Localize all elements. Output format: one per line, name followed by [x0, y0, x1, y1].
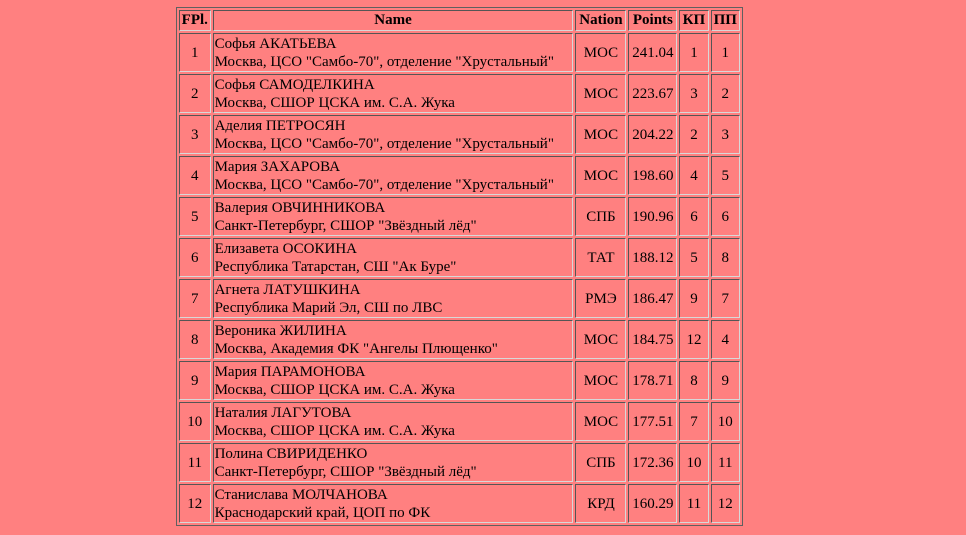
- athlete-name: Агнета ЛАТУШКИНА: [214, 281, 361, 298]
- free-skating-cell: 9: [711, 361, 740, 400]
- points-cell: 188.12: [628, 238, 677, 277]
- place-cell: 1: [179, 33, 211, 72]
- athlete-name: Мария ПАРАМОНОВА: [214, 363, 366, 380]
- points-cell: 186.47: [628, 279, 677, 318]
- short-program-cell: 6: [679, 197, 708, 236]
- athlete-name: Софья САМОДЕЛКИНА: [214, 76, 375, 93]
- table-row: [179, 443, 740, 482]
- place-cell: 11: [179, 443, 211, 482]
- results-body: [179, 33, 740, 523]
- table-row: [179, 238, 740, 277]
- nation-cell: СПБ: [575, 443, 626, 482]
- athlete-name: Наталия ЛАГУТОВА: [214, 404, 352, 421]
- place-cell: 12: [179, 484, 211, 523]
- nation-cell: КРД: [575, 484, 626, 523]
- athlete-club: Санкт-Петербург, СШОР "Звёздный лёд": [214, 217, 477, 234]
- athlete-name: Мария ЗАХАРОВА: [214, 158, 341, 175]
- athlete-name: Аделия ПЕТРОСЯН: [214, 117, 346, 134]
- short-program-cell: 7: [679, 402, 708, 441]
- points-cell: 241.04: [628, 33, 677, 72]
- table-row: [179, 115, 740, 154]
- nation-cell: МОС: [575, 402, 626, 441]
- free-skating-cell: 1: [711, 33, 740, 72]
- header-name: Name: [213, 10, 574, 31]
- short-program-cell: 1: [679, 33, 708, 72]
- free-skating-cell: 10: [711, 402, 740, 441]
- nation-cell: МОС: [575, 156, 626, 195]
- short-program-cell: 4: [679, 156, 708, 195]
- short-program-cell: 12: [679, 320, 708, 359]
- athlete-name: Елизавета ОСОКИНА: [214, 240, 358, 257]
- table-row: [179, 320, 740, 359]
- athlete-club: Москва, СШОР ЦСКА им. С.А. Жука: [214, 422, 455, 439]
- free-skating-cell: 8: [711, 238, 740, 277]
- short-program-cell: 3: [679, 74, 708, 113]
- place-cell: 2: [179, 74, 211, 113]
- free-skating-cell: 4: [711, 320, 740, 359]
- athlete-club: Республика Марий Эл, СШ по ЛВС: [214, 299, 443, 316]
- name-cell: [213, 33, 574, 72]
- place-cell: 7: [179, 279, 211, 318]
- header-place: FPl.: [179, 10, 211, 31]
- short-program-cell: 9: [679, 279, 708, 318]
- table-row: [179, 156, 740, 195]
- table-row: [179, 361, 740, 400]
- athlete-name: Валерия ОВЧИННИКОВА: [214, 199, 386, 216]
- athlete-club: Москва, СШОР ЦСКА им. С.А. Жука: [214, 94, 455, 111]
- nation-cell: ТАТ: [575, 238, 626, 277]
- short-program-cell: 8: [679, 361, 708, 400]
- nation-cell: МОС: [575, 33, 626, 72]
- name-cell: [213, 320, 574, 359]
- place-cell: 6: [179, 238, 211, 277]
- nation-cell: МОС: [575, 361, 626, 400]
- points-cell: 177.51: [628, 402, 677, 441]
- table-row: [179, 197, 740, 236]
- name-cell: [213, 197, 574, 236]
- place-cell: 8: [179, 320, 211, 359]
- athlete-club: Москва, СШОР ЦСКА им. С.А. Жука: [214, 381, 455, 398]
- athlete-name: Станислава МОЛЧАНОВА: [214, 486, 388, 503]
- athlete-name: Вероника ЖИЛИНА: [214, 322, 347, 339]
- table-row: [179, 279, 740, 318]
- header-free-skating: ПП: [711, 10, 740, 31]
- athlete-name: Полина СВИРИДЕНКО: [214, 445, 368, 462]
- athlete-club: Москва, Академия ФК "Ангелы Плющенко": [214, 340, 498, 357]
- nation-cell: СПБ: [575, 197, 626, 236]
- athlete-club: Республика Татарстан, СШ "Ак Буре": [214, 258, 457, 275]
- points-cell: 198.60: [628, 156, 677, 195]
- header-points: Points: [628, 10, 677, 31]
- place-cell: 10: [179, 402, 211, 441]
- points-cell: 190.96: [628, 197, 677, 236]
- name-cell: [213, 279, 574, 318]
- name-cell: [213, 115, 574, 154]
- table-row: [179, 484, 740, 523]
- table-row: [179, 74, 740, 113]
- place-cell: 3: [179, 115, 211, 154]
- free-skating-cell: 7: [711, 279, 740, 318]
- header-nation: Nation: [575, 10, 626, 31]
- points-cell: 223.67: [628, 74, 677, 113]
- place-cell: 4: [179, 156, 211, 195]
- free-skating-cell: 2: [711, 74, 740, 113]
- athlete-club: Москва, ЦСО "Самбо-70", отделение "Хрустальный": [214, 176, 554, 193]
- short-program-cell: 5: [679, 238, 708, 277]
- table-row: [179, 402, 740, 441]
- name-cell: [213, 74, 574, 113]
- points-cell: 160.29: [628, 484, 677, 523]
- athlete-club: Санкт-Петербург, СШОР "Звёздный лёд": [214, 463, 477, 480]
- name-cell: [213, 361, 574, 400]
- name-cell: [213, 484, 574, 523]
- points-cell: 178.71: [628, 361, 677, 400]
- points-cell: 204.22: [628, 115, 677, 154]
- name-cell: [213, 443, 574, 482]
- header-short-program: КП: [679, 10, 708, 31]
- free-skating-cell: 12: [711, 484, 740, 523]
- athlete-club: Москва, ЦСО "Самбо-70", отделение "Хрустальный": [214, 135, 554, 152]
- name-cell: [213, 238, 574, 277]
- place-cell: 5: [179, 197, 211, 236]
- athlete-club: Краснодарский край, ЦОП по ФК: [214, 504, 431, 521]
- free-skating-cell: 6: [711, 197, 740, 236]
- results-table: [176, 7, 743, 526]
- name-cell: [213, 402, 574, 441]
- free-skating-cell: 5: [711, 156, 740, 195]
- nation-cell: МОС: [575, 320, 626, 359]
- points-cell: 184.75: [628, 320, 677, 359]
- athlete-club: Москва, ЦСО "Самбо-70", отделение "Хрустальный": [214, 53, 554, 70]
- name-cell: [213, 156, 574, 195]
- short-program-cell: 10: [679, 443, 708, 482]
- free-skating-cell: 11: [711, 443, 740, 482]
- nation-cell: МОС: [575, 74, 626, 113]
- table-row: [179, 33, 740, 72]
- free-skating-cell: 3: [711, 115, 740, 154]
- short-program-cell: 2: [679, 115, 708, 154]
- nation-cell: РМЭ: [575, 279, 626, 318]
- header-row: [179, 10, 740, 31]
- short-program-cell: 11: [679, 484, 708, 523]
- points-cell: 172.36: [628, 443, 677, 482]
- nation-cell: МОС: [575, 115, 626, 154]
- place-cell: 9: [179, 361, 211, 400]
- athlete-name: Софья АКАТЬЕВА: [214, 35, 337, 52]
